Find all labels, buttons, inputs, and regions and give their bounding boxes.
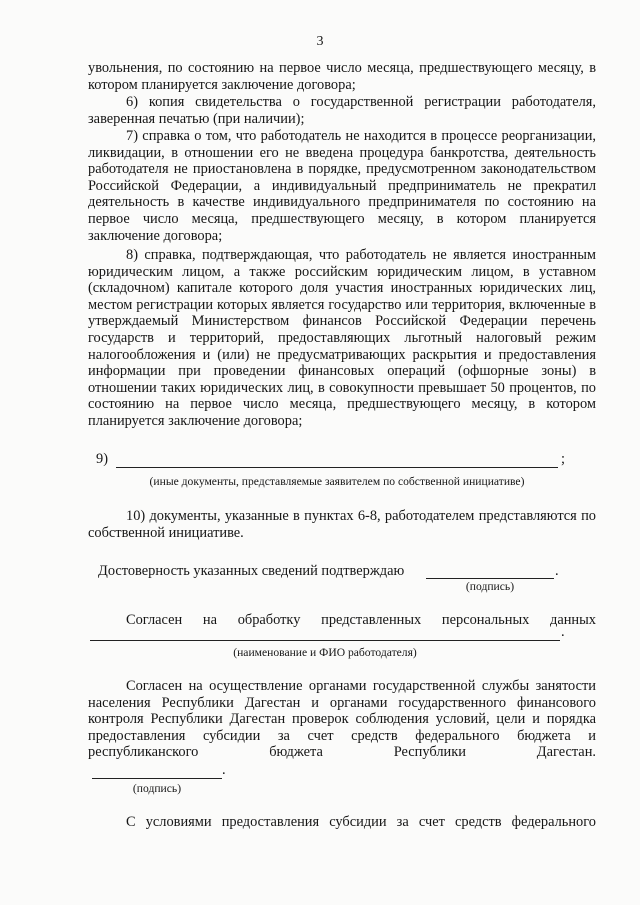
confirm-signature-line	[426, 578, 554, 579]
consent-checks-text: Согласен на осуществление органами государственной службы занятости населения Республики Дагестан и органами государственного финансового контроля Республики Дагестан проверок соблюдения условий, цели и порядка предоставления субсидии за счет средств федерального бюджета и республиканского бюджета Республики Дагестан.	[88, 678, 596, 761]
consent-personal-data-text: Согласен на обработку представленных персональных данных	[126, 612, 596, 628]
consent-signature-line	[92, 778, 222, 779]
item9-caption: (иные документы, представляемые заявителем по собственной инициативе)	[149, 475, 525, 488]
signature-caption-2: (подпись)	[132, 782, 182, 795]
list-item-9-end: ;	[561, 451, 565, 467]
confirm-text: Достоверность указанных сведений подтверждаю	[98, 563, 405, 579]
list-item-7: 7) справка о том, что работодатель не находится в процессе реорганизации, ликвидации, в отношении его не введена процедура банкротства, деятельность работодателя не приостановлена в порядке, предусмотренном законодательством Российской Федерации, а индивидуальный предприниматель не прекратил деятельность в качестве индивидуального предпринимателя по состоянию на первое число месяца, предшествующего месяцу, в котором планируется заключение договора;	[88, 128, 596, 244]
signature-caption: (подпись)	[465, 580, 515, 593]
consent-pd-end: .	[561, 624, 565, 640]
list-item-9-number: 9)	[96, 451, 108, 467]
conditions-text: С условиями предоставления субсидии за счет средств федерального	[126, 814, 596, 830]
employer-caption: (наименование и ФИО работодателя)	[233, 646, 417, 659]
page-number: 3	[316, 34, 324, 49]
consent-check-end: .	[222, 762, 226, 778]
confirm-end: .	[555, 563, 559, 579]
employer-name-line	[90, 640, 560, 641]
paragraph-continuation: увольнения, по состоянию на первое число месяца, предшествующего месяцу, в котором планируется заключение договора;	[88, 60, 596, 93]
list-item-6: 6) копия свидетельства о государственной регистрации работодателя, заверенная печатью (при наличии);	[88, 94, 596, 127]
item9-fill-line	[116, 467, 558, 468]
list-item-8: 8) справка, подтверждающая, что работодатель не является иностранным юридическим лицом, а также российским юридическим лицом, в уставном (складочном) капитале которого доля участия иностранных юридических лиц, местом регистрации которых является государство или территория, включенные в утверждаемый Министерством финансов Российской Федерации перечень государств и территорий, предоставляющих льготный налоговый режим налогообложения и (или) не предусматривающих раскрытия и предоставления информации при проведении финансовых операций (офшорные зоны) в отношении таких юридических лиц, в совокупности превышает 50 процентов, по состоянию на первое число месяца, предшествующего месяцу, в котором планируется заключение договора;	[88, 247, 596, 429]
list-item-10: 10) документы, указанные в пунктах 6-8, работодателем представляются по собственной инициативе.	[88, 508, 596, 541]
